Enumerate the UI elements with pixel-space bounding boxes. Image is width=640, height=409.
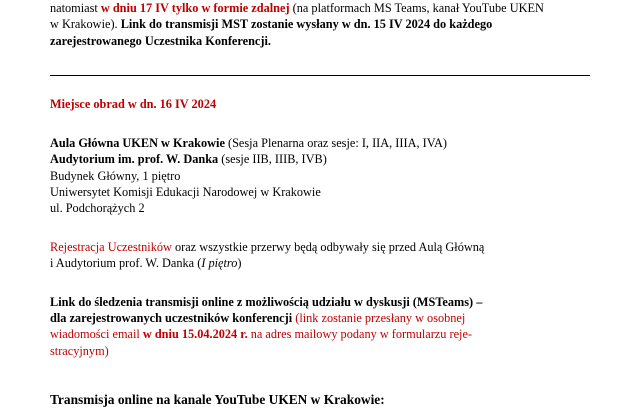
address-line-3: ul. Podchorążych 2 bbox=[50, 201, 145, 216]
venue-line-2 bbox=[50, 151, 590, 167]
spacer bbox=[50, 381, 590, 391]
text-tail: (na platformach MS Teams, kanał YouTube UKEN bbox=[289, 1, 544, 15]
text-red-bold-date: w dniu 15.04.2024 r. bbox=[142, 327, 251, 342]
paragraph-line-3: zarejestrowanego Uczestnika Konferencji. bbox=[50, 33, 271, 48]
venue-auditorium: Audytorium im. prof. W. Danka bbox=[50, 152, 219, 167]
paragraph-line-2 bbox=[50, 16, 590, 32]
paragraph-line-1 bbox=[50, 0, 590, 16]
online-link-line-2 bbox=[50, 310, 590, 326]
text-plain: i Audytorium prof. W. Danka ( bbox=[50, 256, 202, 271]
venue-auditorium-sessions: (sesje IIB, IIIB, IVB) bbox=[218, 152, 327, 167]
online-link-line-3 bbox=[50, 326, 590, 342]
registration-line-2 bbox=[50, 255, 590, 271]
address-line-2: Uniwersytet Komisji Edukacji Narodowej w Krakowie bbox=[50, 185, 321, 200]
horizontal-rule bbox=[50, 75, 590, 76]
online-link-line-4: stracyjnym) bbox=[50, 343, 109, 358]
text-plain: natomiast bbox=[50, 1, 101, 15]
registration-tail: oraz wszystkie przerwy będą odbywały się przed Aulą Główną bbox=[171, 239, 485, 254]
registration-line-1 bbox=[50, 239, 590, 255]
text-red: (link zostanie przesłany w osobnej bbox=[295, 311, 466, 326]
text-bold: dla zarejestrowanych uczestników konferencji bbox=[50, 311, 296, 326]
spacer bbox=[50, 217, 590, 239]
document-body bbox=[50, 0, 590, 409]
spacer bbox=[50, 359, 590, 381]
registration-label: Rejestracja Uczestników bbox=[50, 239, 172, 254]
text-red-tail: na adres mailowy podany w formularzu reje- bbox=[250, 327, 473, 342]
spacer bbox=[50, 86, 590, 96]
spacer bbox=[50, 113, 590, 135]
address-line-1: Budynek Główny, 1 piętro bbox=[50, 168, 181, 183]
text-red-bold: w dniu 17 IV tylko w formie zdalnej bbox=[100, 1, 290, 15]
text-red: wiadomości email bbox=[50, 327, 143, 342]
paragraph-continuation bbox=[50, 0, 590, 49]
spacer bbox=[50, 272, 590, 294]
text-tail: ) bbox=[237, 256, 242, 271]
venue-main-hall-sessions: (Sesja Plenarna oraz sesje: I, IIA, IIIA, IVA) bbox=[224, 135, 447, 150]
venue-line-1 bbox=[50, 135, 590, 151]
text-bold: Link do transmisji MST zostanie wysłany w dn. 15 IV 2024 do każdego bbox=[120, 17, 493, 32]
section-heading-youtube: Transmisja online na kanale YouTube UKEN w Krakowie: bbox=[50, 392, 385, 408]
text-italic-floor: I piętro bbox=[201, 256, 238, 271]
text-plain: w Krakowie). bbox=[50, 17, 121, 32]
section-heading-place: Miejsce obrad w dn. 16 IV 2024 bbox=[50, 97, 217, 112]
online-link-line-1: Link do śledzenia transmisji online z możliwością udziału w dyskusji (MSTeams) – bbox=[50, 294, 483, 309]
venue-main-hall: Aula Główna UKEN w Krakowie bbox=[50, 135, 225, 150]
spacer bbox=[50, 49, 590, 65]
